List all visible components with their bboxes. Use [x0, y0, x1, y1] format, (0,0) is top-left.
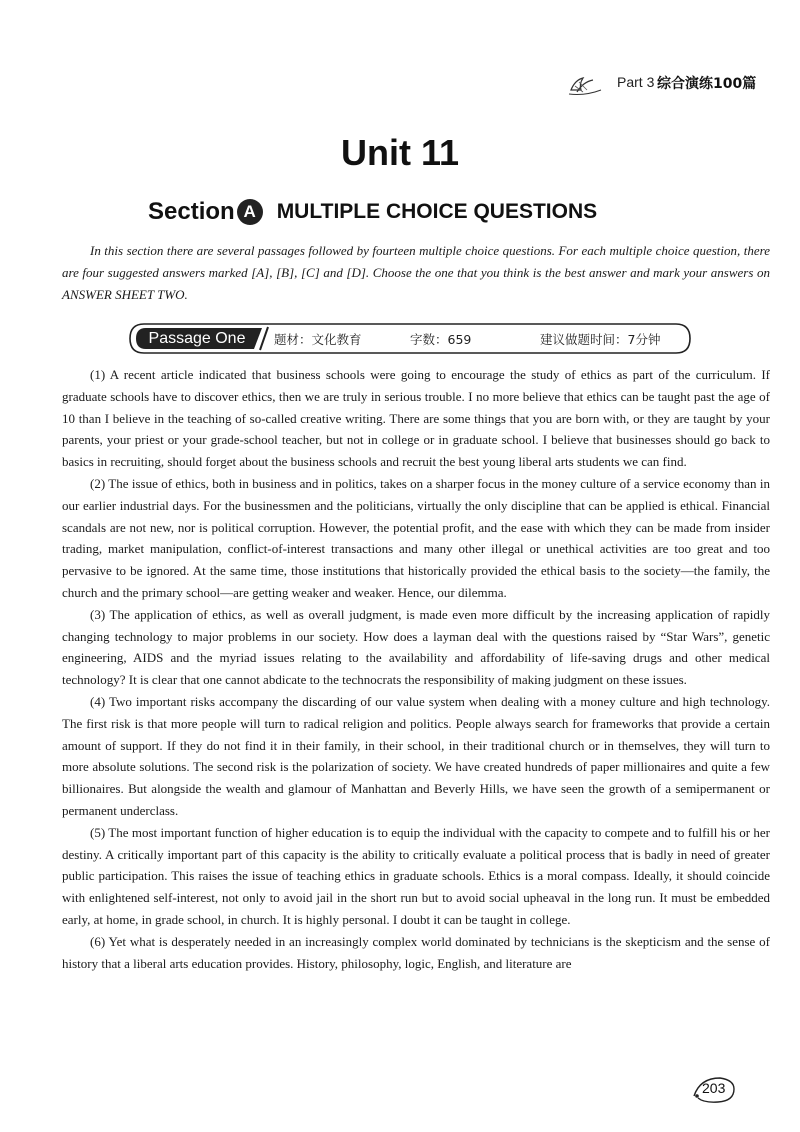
passage-body — [62, 364, 770, 974]
paragraph-1: (1) A recent article indicated that business schools were going to encourage the study of ethics as part of the curriculum. If graduate schools have to discover ethics, then we are truly in serious trouble. I no more believe that ethics can be taught past the age of 10 than I believe in the teaching of so-called creative writing. There are some things that you are born with, or they are taught by your parents, your priest or your grade-school teacher, but not in college or in graduate school. I believe that businesses should go back to basics in recruiting, should forget about the business schools and recruit the best young liberal arts students we can find. — [62, 367, 770, 470]
passage-label: Passage One — [148, 330, 246, 347]
section-subtitle: MULTIPLE CHOICE QUESTIONS — [276, 200, 598, 223]
section-heading — [148, 198, 597, 232]
passage-word-count: 字数：659 — [410, 332, 472, 347]
paragraph-3: (3) The application of ethics, as well as overall judgment, is made even more difficult by the increasing application of rapidly changing technology to major problems in our society. How does a layman deal with the questions raised by “Star Wars”, genetic engineering, AIDS and the myriad issues relating to the availability and affordability of life-saving drugs and other medical technology? It is clear that one cannot abdicate to the technocrats the responsibility of making judgment on these issues. — [62, 606, 770, 688]
paragraph-5: (5) The most important function of higher education is to equip the individual with the capacity to compete and to fulfill his or her destiny. A critically important part of this capacity is the ability to critically evaluate a political process that is badly in need of greater public participation. This raises the issue of teaching ethics in graduate schools. Ethics is a moral compass. Ideally, it should coincide with enlightened self-interest, not only to avoid jail in the short run but to avoid social upheaval in the long run. It must be embedded early, at home, in grade school, in church. It is highly personal. I doubt it can be taught in college. — [62, 824, 770, 927]
unit-title: Unit 11 — [340, 132, 460, 173]
page-number-text: 203 — [702, 1080, 726, 1096]
passage-topic: 题材：文化教育 — [274, 332, 362, 347]
part-label: Part 3 — [617, 74, 655, 90]
paragraph-2: (2) The issue of ethics, both in business and in politics, takes on a sharper focus in the money culture of a service economy than in our earlier industrial days. For the businessmen and the politicians, virtually the only discipline that can be applied is ethical. Financial scandals are not new, nor is political corruption. However, the potential profit, and the ease with which they can be made from insider trading, market manipulation, conflict-of-interest transactions and many other illegal or unethical activities are too great and too pervasive to be ignored. At the same time, those institutions that historically provided the ethical basis to the society—the family, the church and the primary school—are getting weaker and weaker. Hence, our dilemma. — [62, 475, 770, 600]
part-logo-icon — [565, 68, 605, 98]
instructions: In this section there are several passages followed by fourteen multiple choice questions. For each multiple choice question, there are four suggested answers marked [A], [B], [C] and [D]. Choose the one that you think is the best answer and mark your answers on ANSWER SHEET TWO. — [62, 243, 770, 302]
passage-suggested-time: 建议做题时间：7分钟 — [540, 332, 661, 347]
series-label: 综合演练100篇 — [657, 76, 757, 92]
page-number — [690, 1074, 736, 1104]
passage-info-bar — [128, 323, 692, 354]
section-letter-badge: A — [237, 199, 263, 225]
paragraph-6: (6) Yet what is desperately needed in an increasingly complex world dominated by technicians is the skepticism and the sense of history that a liberal arts education provides. History, philosophy, logic, English, and literature are — [62, 933, 770, 971]
running-header — [565, 68, 755, 98]
section-word: Section — [148, 198, 235, 225]
paragraph-4: (4) Two important risks accompany the discarding of our value system when dealing with a money culture and high technology. The first risk is that more people will turn to radical religion and politics. People always search for frameworks that provide a certain amount of support. If they do not find it in their family, in their school, in their traditional church or in themselves, they will turn to more absolute solutions. The second risk is the polarization of society. We have created hundreds of paper millionaires and quite a few billionaires. But alongside the wealth and glamour of Manhattan and Beverly Hills, we have seen the growth of a semipermanent or permanent underclass. — [62, 693, 770, 818]
